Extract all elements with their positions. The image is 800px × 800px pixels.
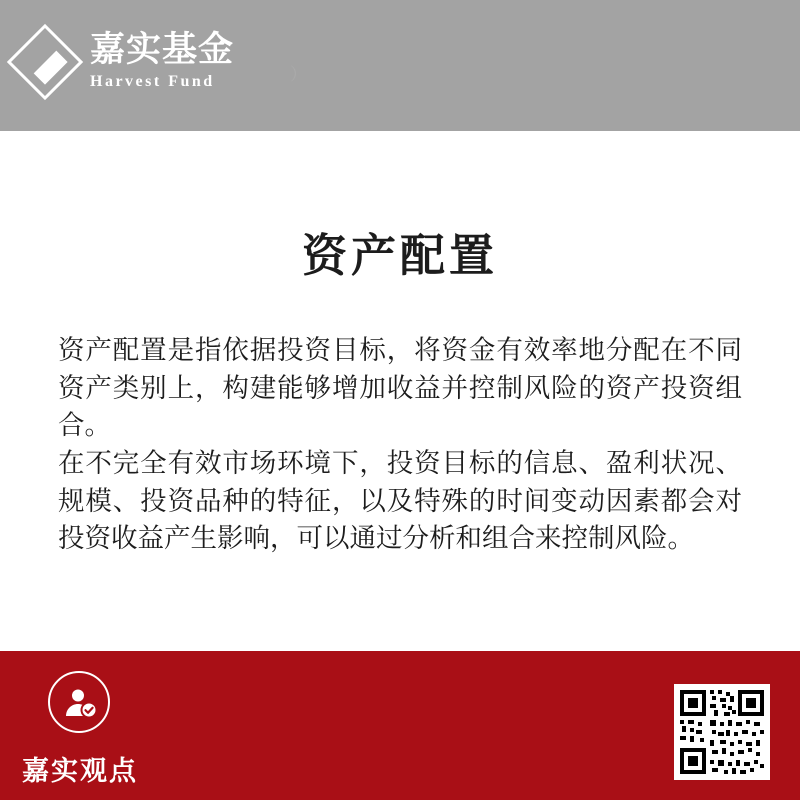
footer-bar	[0, 651, 800, 800]
brand-logo	[18, 30, 235, 90]
paragraph-2: 在不完全有效市场环境下，投资目标的信息、盈利状况、规模、投资品种的特征，以及特殊的时间变动因素都会对投资收益产生影响，可以通过分析和组合来控制风险。	[58, 447, 742, 555]
brand-name-cn: 嘉实基金	[90, 30, 235, 70]
qr-code-icon[interactable]	[674, 684, 770, 780]
brand-text	[90, 30, 235, 90]
content-area	[0, 131, 800, 651]
harvest-diamond-logo-icon	[7, 23, 83, 99]
footer-brand-label: 嘉实观点	[22, 756, 138, 787]
page-title: 资产配置	[301, 229, 498, 282]
user-badge-icon	[48, 671, 110, 733]
header-bar	[0, 0, 800, 131]
brand-name-en: Harvest Fund	[90, 73, 215, 90]
header-watermark: ）	[290, 65, 307, 84]
paragraph-1: 资产配置是指依据投资目标，将资金有效率地分配在不同资产类别上，构建能够增加收益并控制风险的资产投资组合。	[58, 335, 742, 442]
body-text	[58, 332, 742, 558]
